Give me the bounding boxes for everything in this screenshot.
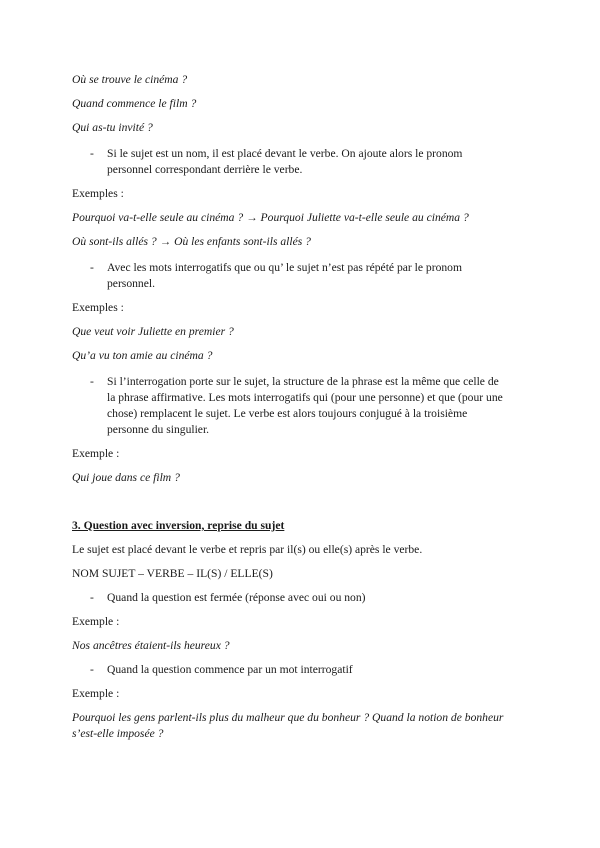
bullet-marker: - (90, 147, 94, 160)
bullet-text: la phrase affirmative. Les mots interrogatifs qui (pour une personne) et que (pour une (107, 391, 503, 404)
bullet-marker: - (90, 375, 94, 388)
example-sentence: Qui joue dans ce film ? (72, 471, 180, 484)
question-example: Quand commence le film ? (72, 97, 197, 110)
bullet-text: chose) remplacent le sujet. Le verbe est alors toujours conjugué à la troisième (107, 407, 468, 420)
bullet-text: personnel. (107, 277, 155, 290)
bullet-text: Avec les mots interrogatifs que ou qu’ le sujet n’est pas répété par le pronom (107, 261, 463, 274)
bullet-text: personnel correspondant derrière le verbe. (107, 163, 303, 176)
bullet-text: Quand la question est fermée (réponse avec oui ou non) (107, 591, 366, 604)
examples-label: Exemples : (72, 187, 124, 200)
section-intro: Le sujet est placé devant le verbe et repris par il(s) ou elle(s) après le verbe. (72, 543, 423, 556)
example-label: Exemple : (72, 447, 120, 460)
section-heading: 3. Question avec inversion, reprise du sujet (72, 519, 285, 532)
examples-label: Exemples : (72, 301, 124, 314)
example-sentence: Qu’a vu ton amie au cinéma ? (72, 349, 213, 362)
bullet-text: Si l’interrogation porte sur le sujet, la structure de la phrase est la même que celle de (107, 375, 499, 388)
bullet-marker: - (90, 261, 94, 274)
example-sentence: Que veut voir Juliette en premier ? (72, 325, 234, 338)
example-sentence: s’est-elle imposée ? (72, 727, 164, 740)
bullet-text: personne du singulier. (107, 423, 210, 436)
bullet-text: Quand la question commence par un mot interrogatif (107, 663, 353, 676)
structure-formula: NOM SUJET – VERBE – IL(S) / ELLE(S) (72, 567, 273, 580)
example-label: Exemple : (72, 615, 120, 628)
example-sentence: Pourquoi va-t-elle seule au cinéma ? → Pourquoi Juliette va-t-elle seule au cinéma ? (72, 211, 469, 224)
example-sentence: Où sont-ils allés ? → Où les enfants sont-ils allés ? (72, 235, 311, 248)
bullet-marker: - (90, 591, 94, 604)
example-sentence: Pourquoi les gens parlent-ils plus du malheur que du bonheur ? Quand la notion de bonheur (72, 711, 504, 724)
question-example: Où se trouve le cinéma ? (72, 73, 188, 86)
question-example: Qui as-tu invité ? (72, 121, 153, 134)
example-label: Exemple : (72, 687, 120, 700)
example-sentence: Nos ancêtres étaient-ils heureux ? (72, 639, 230, 652)
bullet-text: Si le sujet est un nom, il est placé devant le verbe. On ajoute alors le pronom (107, 147, 463, 160)
bullet-marker: - (90, 663, 94, 676)
